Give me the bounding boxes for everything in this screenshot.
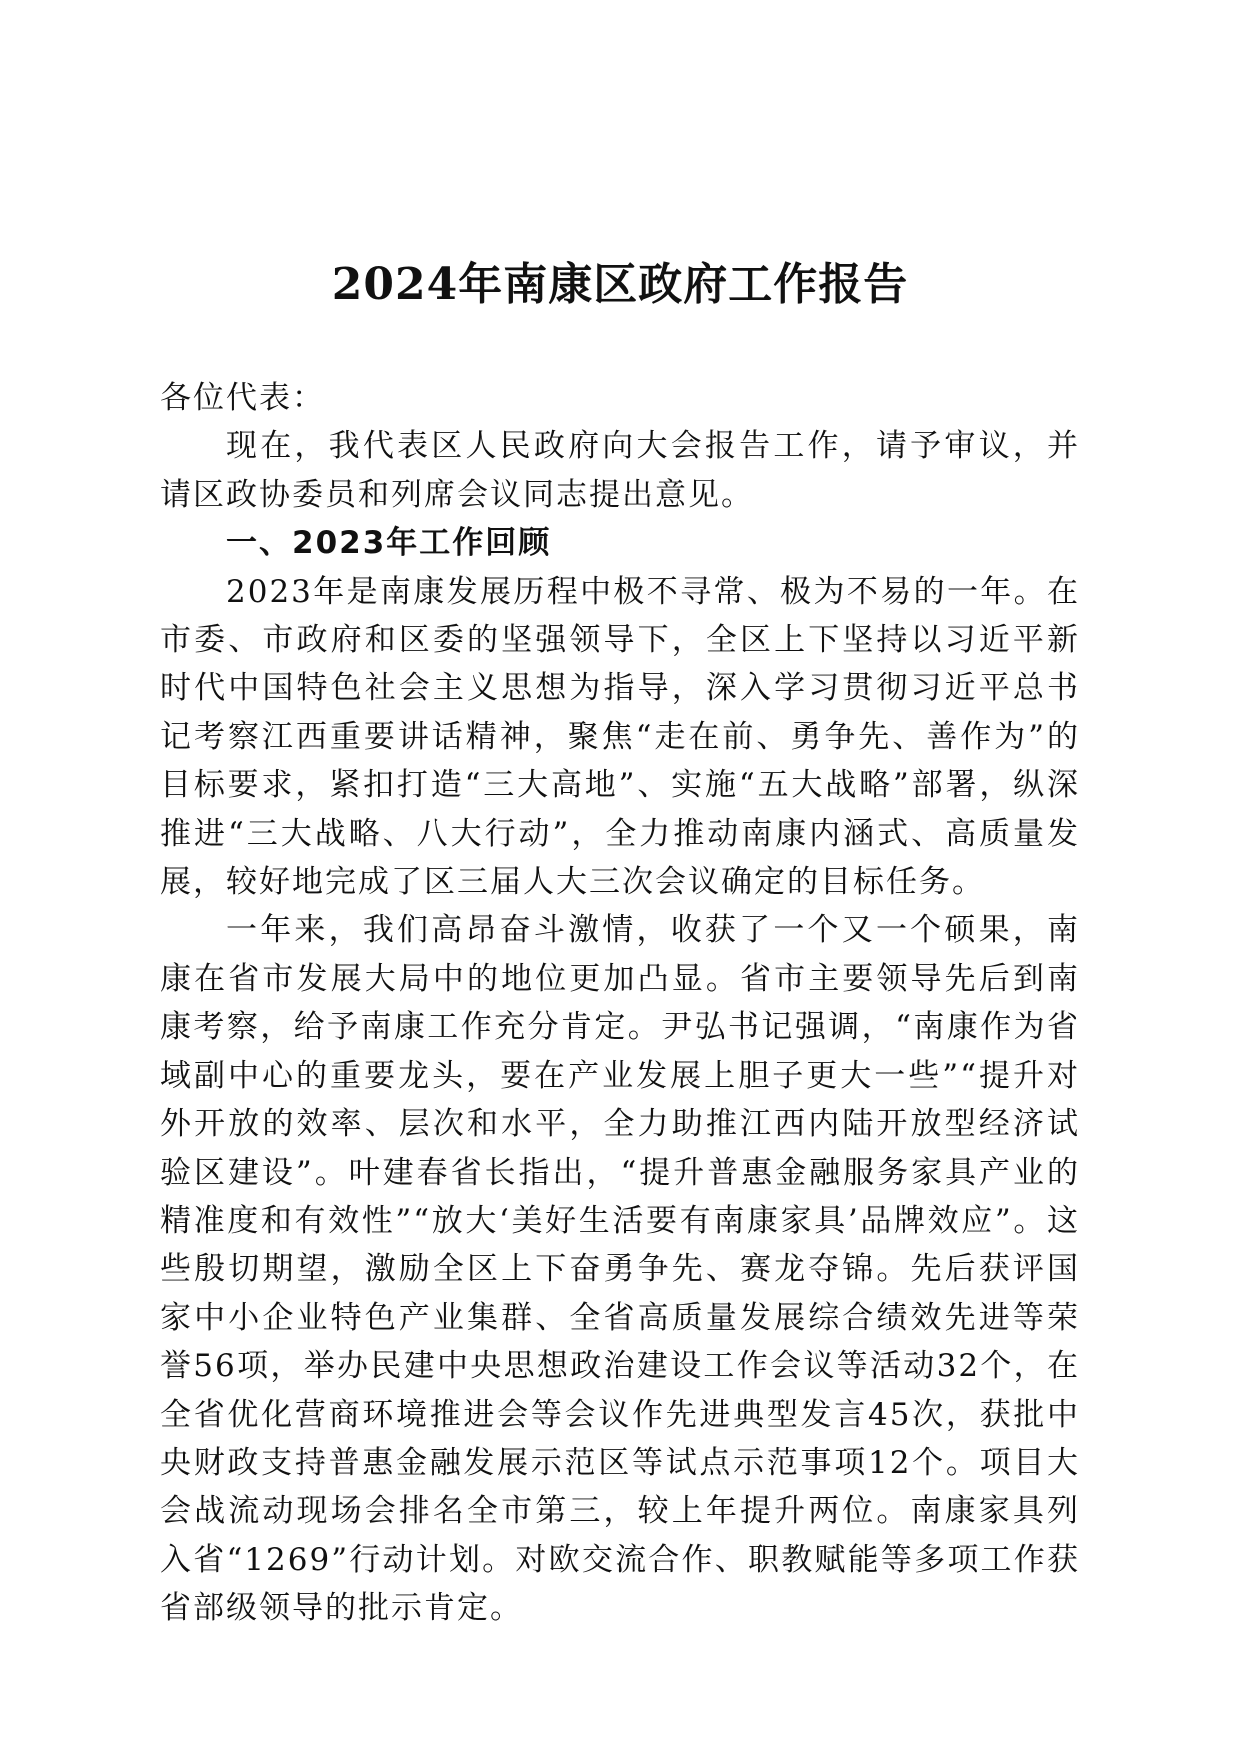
document-title: 2024年南康区政府工作报告 [331, 259, 909, 310]
section-heading: 一、2023年工作回顾 [226, 525, 552, 562]
paragraph-2: 一年来，我们高昂奋斗激情，收获了一个又一个硕果，南康在省市发展大局中的地位更加凸显。省市主要领导先后到南康考察，给予南康工作充分肯定。尹弘书记强调，“南康作为省域副中心的重要龙头，要在产业发展上胆子更大一些”“提升对外开放的效率、层次和水平，全力助推江西内陆开放型经济试验区建设”。叶建春省长指出，“提升普惠金融服务家具产业的精准度和有效性”“放大‘美好生活要有南康家具’品牌效应”。这些殷切期望，激励全区上下奋勇争先、赛龙夺锦。先后获评国家中小企业特色产业集群、全省高质量发展综合绩效先进等荣誉56项，举办民建中央思想政治建设工作会议等活动32个，在全省优化营商环境推进会等会议作先进典型发言45次，获批中央财政支持普惠金融发展示范区等试点示范事项12个。项目大会战流动现场会排名全市第三，较上年提升两位。南康家具列入省“1269”行动计划。对欧交流合作、职教赋能等多项工作获省部级领导的批示肯定。 [160, 912, 1080, 1627]
document-body [160, 374, 1080, 1633]
opening-paragraph: 现在，我代表区人民政府向大会报告工作，请予审议，并请区政协委员和列席会议同志提出意见。 [160, 428, 1080, 513]
paragraph-1: 2023年是南康发展历程中极不寻常、极为不易的一年。在市委、市政府和区委的坚强领导下，全区上下坚持以习近平新时代中国特色社会主义思想为指导，深入学习贯彻习近平总书记考察江西重要讲话精神，聚焦“走在前、勇争先、善作为”的目标要求，紧扣打造“三大高地”、实施“五大战略”部署，纵深推进“三大战略、八大行动”，全力推动南康内涵式、高质量发展，较好地完成了区三届人大三次会议确定的目标任务。 [160, 573, 1080, 901]
salutation: 各位代表： [160, 380, 325, 416]
